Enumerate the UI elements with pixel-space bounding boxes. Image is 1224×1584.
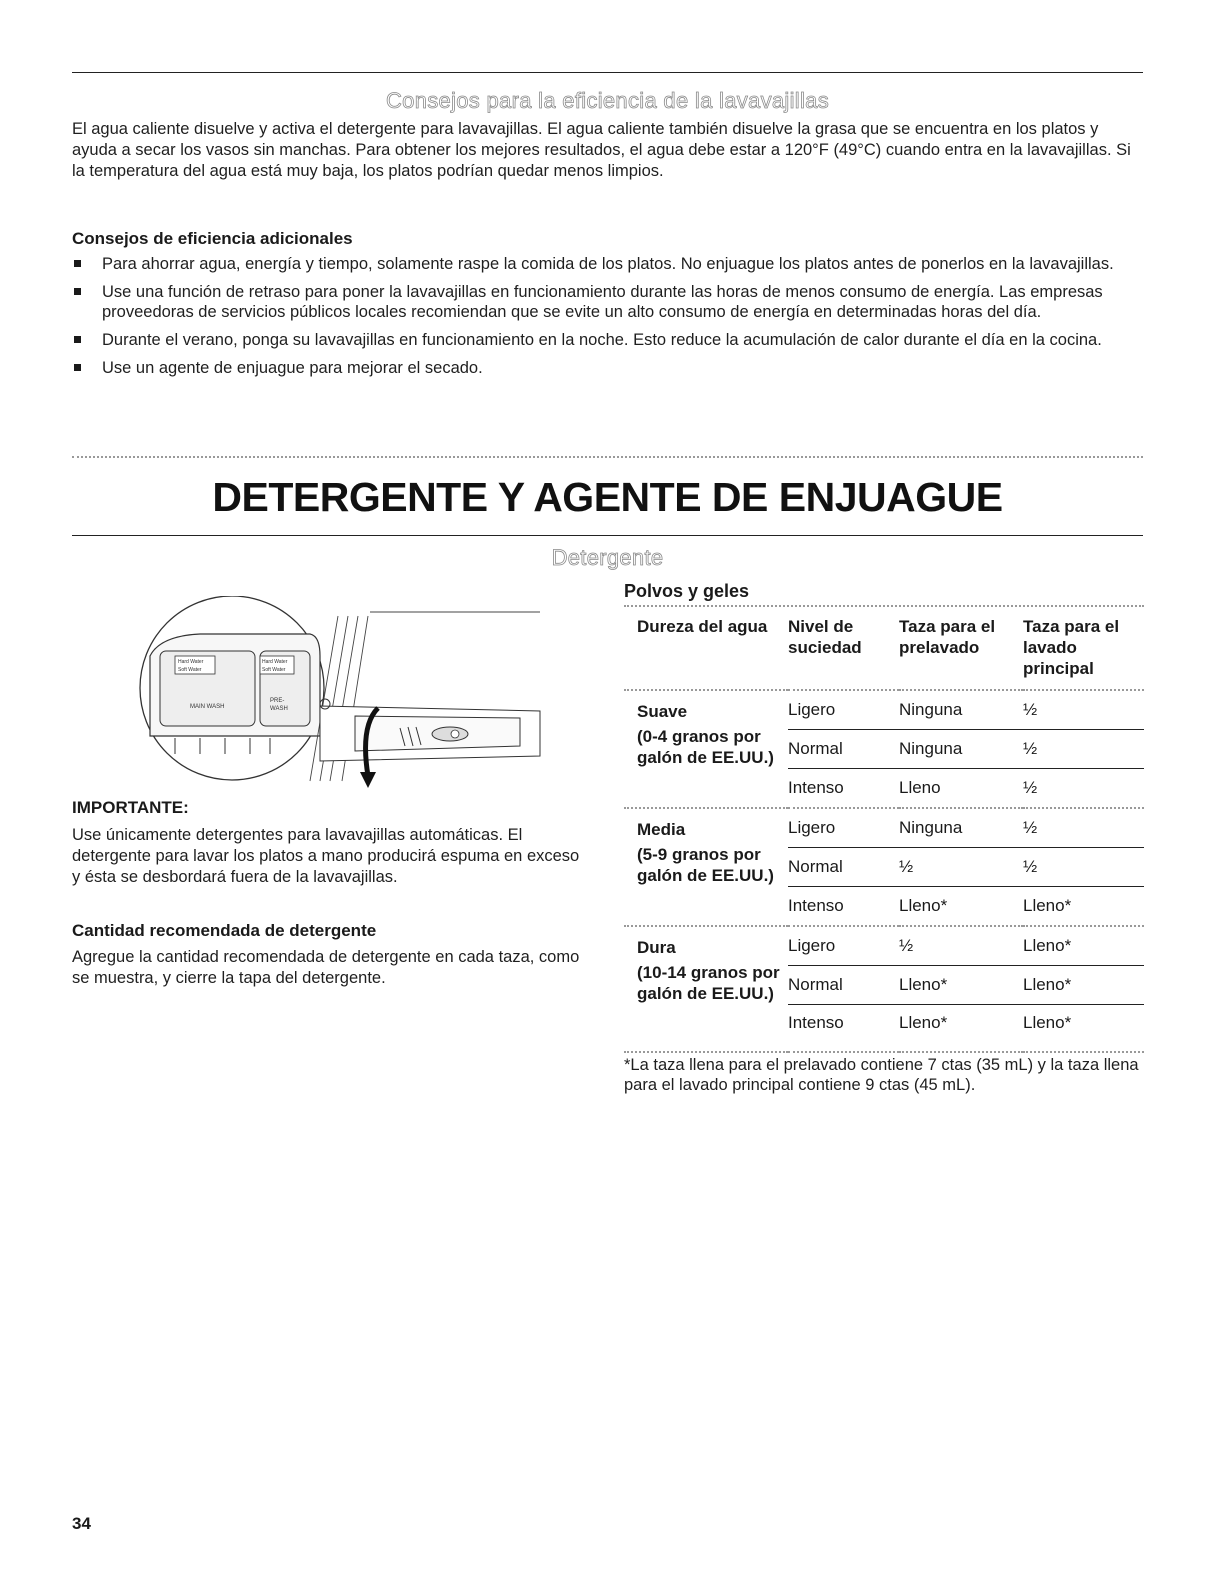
fill-line-label: Hard Water	[262, 659, 288, 665]
recommended-amount-heading: Cantidad recomendada de detergente	[72, 921, 377, 940]
table-top-border	[624, 605, 1144, 607]
list-item: Durante el verano, ponga su lavavajillas en funcionamiento en la noche. Esto reduce la acumulación de calor durante el día en la cocina.	[72, 330, 1147, 350]
table-cell: Lleno*	[899, 975, 948, 994]
table-row	[624, 690, 1144, 730]
hardness-label: Suave	[637, 702, 688, 721]
table-cell: Lleno*	[899, 1013, 948, 1032]
fill-line-label: Soft Water	[178, 667, 202, 673]
table-footnote: *La taza llena para el prelavado contiene 7 ctas (35 mL) y la taza llena para el lavado principal contiene 9 ctas (45 mL).	[624, 1056, 1139, 1094]
table-cell: Lleno	[899, 778, 941, 797]
release-latch	[432, 727, 468, 741]
table-cell: ½	[1023, 857, 1038, 876]
list-item: Para ahorrar agua, energía y tiempo, solamente raspe la comida de los platos. No enjuague los platos antes de ponerlos en la lavavajillas.	[72, 254, 1147, 274]
table-cell: Normal	[788, 857, 843, 876]
section-divider	[72, 456, 1143, 458]
column-header: Taza para el lavado principal	[1023, 617, 1120, 678]
table-cell: Lleno*	[899, 896, 948, 915]
page-title: DETERGENTE Y AGENTE DE ENJUAGUE	[212, 474, 1003, 520]
table-cell: Ninguna	[899, 739, 963, 758]
table-row	[624, 926, 1144, 966]
fill-line-label: Hard Water	[178, 659, 204, 665]
top-rule	[72, 72, 1143, 73]
tips-list	[72, 254, 1147, 386]
table-cell: Lleno*	[1023, 896, 1072, 915]
table-cell: Normal	[788, 739, 843, 758]
table-cell: Ligero	[788, 700, 836, 719]
important-text: Use únicamente detergentes para lavavajillas automáticas. El detergente para lavar los platos a mano producirá espuma en exceso y ésta se desbordará fuera de la lavavajillas.	[72, 826, 580, 886]
table-cell: Normal	[788, 975, 843, 994]
hardness-cell	[624, 926, 788, 1052]
dispenser-illustration	[120, 596, 560, 796]
table-cell: ½	[899, 857, 914, 876]
hardness-detail: (0-4 granos por galón de EE.UU.)	[637, 727, 774, 767]
important-label: IMPORTANTE:	[72, 798, 189, 817]
detergent-table	[624, 610, 1144, 1053]
table-cell: Ligero	[788, 818, 836, 837]
table-row	[624, 808, 1144, 848]
hardness-label: Media	[637, 820, 686, 839]
list-item: Use un agente de enjuague para mejorar el secado.	[72, 358, 1147, 378]
additional-tips-heading: Consejos de eficiencia adicionales	[72, 229, 353, 248]
column-header: Dureza del agua	[637, 617, 768, 636]
table-cell: ½	[1023, 818, 1038, 837]
column-header: Taza para el prelavado	[899, 617, 996, 657]
efficiency-intro: El agua caliente disuelve y activa el detergente para lavavajillas. El agua caliente también disuelve la grasa que se encuentra en los platos y ayuda a secar los vasos sin manchas. Para obtener los mejores resultados, el agua debe estar a 120°F (49°C) cuando entra en la lavavajillas. Si la temperatura del agua está muy baja, los platos podrían quedar menos limpios.	[72, 120, 1131, 180]
table-cell: ½	[1023, 739, 1038, 758]
table-cell: Intenso	[788, 778, 844, 797]
detergent-section-title: Detergente	[551, 545, 664, 570]
table-heading: Polvos y geles	[624, 581, 750, 601]
table-cell: ½	[1023, 778, 1038, 797]
recommended-amount-text: Agregue la cantidad recomendada de detergente en cada taza, como se muestra, y cierre la tapa del detergente.	[72, 948, 580, 987]
table-cell: Ninguna	[899, 818, 963, 837]
table-cell: ½	[899, 936, 914, 955]
list-item: Use una función de retraso para poner la lavavajillas en funcionamiento durante las horas de menos consumo de energía. Las empresas proveedoras de servicios públicos locales recomiendan que se evite un alto consumo de energía en determinadas horas del día.	[72, 282, 1147, 322]
table-cell: Lleno*	[1023, 1013, 1072, 1032]
table-cell: Intenso	[788, 1013, 844, 1032]
table-cell: Intenso	[788, 896, 844, 915]
table-cell: Ligero	[788, 936, 836, 955]
hardness-label: Dura	[637, 938, 676, 957]
page-number: 34	[72, 1514, 91, 1533]
title-rule	[72, 535, 1143, 536]
hardness-detail: (10-14 granos por galón de EE.UU.)	[637, 963, 780, 1003]
fill-line-label: Soft Water	[262, 667, 286, 673]
table-cell: Lleno*	[1023, 936, 1072, 955]
main-wash-label: MAIN WASH	[190, 704, 225, 710]
table-cell: Lleno*	[1023, 975, 1072, 994]
hardness-cell	[624, 690, 788, 808]
table-cell: ½	[1023, 700, 1038, 719]
prewash-label: WASH	[270, 706, 288, 712]
prewash-label: PRE-	[270, 698, 285, 704]
table-cell: Ninguna	[899, 700, 963, 719]
efficiency-section-title: Consejos para la eficiencia de la lavavajillas	[385, 88, 830, 113]
column-header: Nivel de suciedad	[788, 617, 862, 657]
hardness-cell	[624, 808, 788, 926]
hardness-detail: (5-9 granos por galón de EE.UU.)	[637, 845, 774, 885]
